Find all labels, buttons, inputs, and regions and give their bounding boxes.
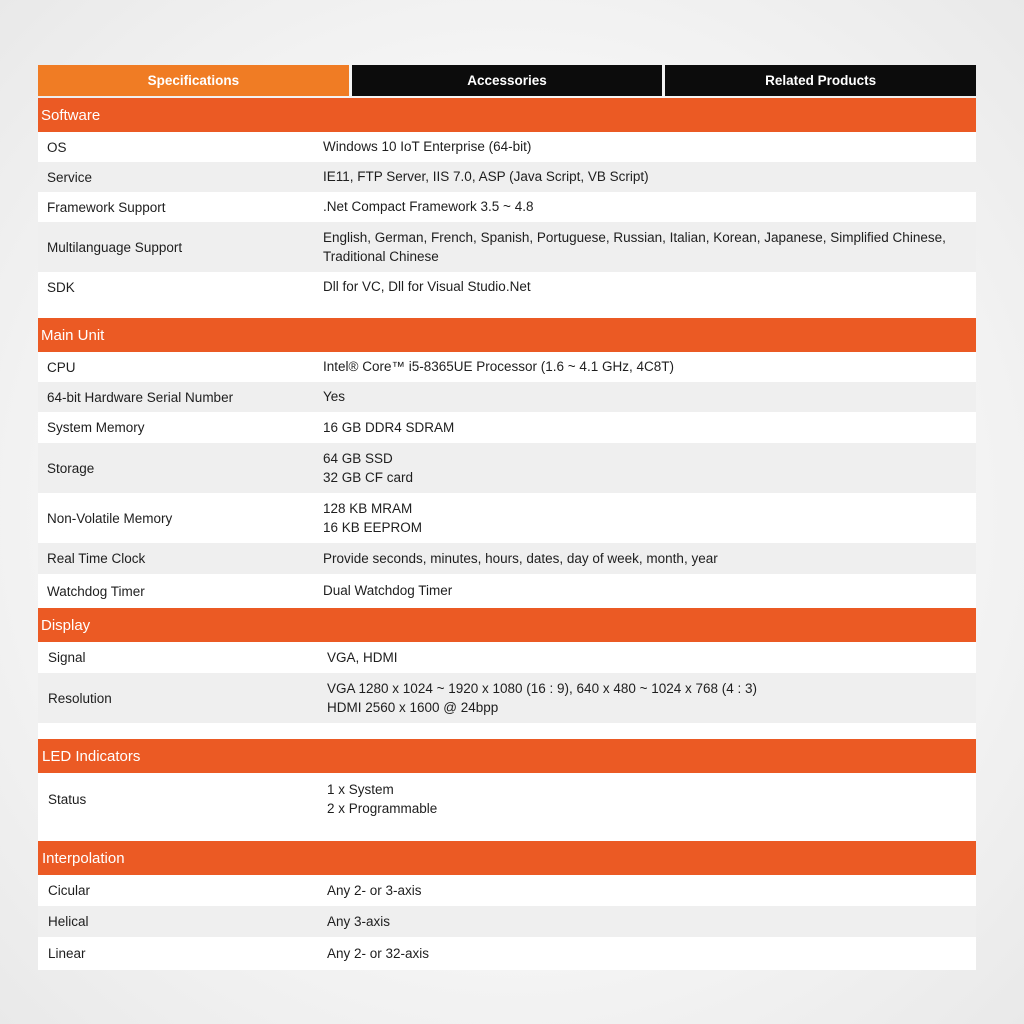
- row-value-line: English, German, French, Spanish, Portuguese, Russian, Italian, Korean, Japanese, Simplified Chinese,: [323, 229, 946, 245]
- row-value: Any 2- or 3-axis: [327, 882, 422, 898]
- row-value-line: 32 GB CF card: [323, 470, 414, 485]
- table-row: [38, 162, 976, 192]
- row-value-line: 128 KB MRAM: [323, 500, 413, 516]
- row-value: Dual Watchdog Timer: [323, 583, 453, 599]
- row-label: Cicular: [48, 883, 91, 898]
- row-value: 16 GB DDR4 SDRAM: [323, 419, 455, 435]
- row-value: IE11, FTP Server, IIS 7.0, ASP (Java Script, VB Script): [323, 169, 649, 185]
- row-label: SDK: [47, 279, 75, 295]
- tab-accessories[interactable]: Accessories: [352, 65, 663, 96]
- table-row: [38, 642, 976, 673]
- table-row: [38, 382, 976, 412]
- row-value-line: Traditional Chinese: [323, 249, 439, 264]
- row-label: Storage: [47, 460, 95, 476]
- row-label: 64-bit Hardware Serial Number: [47, 389, 234, 405]
- tab-specifications[interactable]: Specifications: [38, 65, 349, 96]
- row-value-line: 64 GB SSD: [323, 450, 393, 466]
- table-row: [38, 906, 976, 937]
- row-value-line: 1 x System: [327, 781, 394, 797]
- spacer: [38, 723, 976, 739]
- row-label: Multilanguage Support: [47, 239, 183, 255]
- table-row: [38, 493, 976, 543]
- row-value: Windows 10 IoT Enterprise (64-bit): [323, 139, 532, 155]
- row-label: Framework Support: [47, 199, 166, 215]
- row-value: .Net Compact Framework 3.5 ~ 4.8: [323, 199, 534, 215]
- spec-panel: [38, 65, 976, 970]
- table-row: [38, 773, 976, 825]
- row-value: Any 2- or 32-axis: [327, 945, 430, 961]
- row-value: [323, 449, 976, 488]
- table-row: [38, 412, 976, 443]
- tab-related-products[interactable]: Related Products: [665, 65, 976, 96]
- row-value: VGA, HDMI: [327, 649, 398, 665]
- table-row: [38, 543, 976, 574]
- row-value: Yes: [323, 389, 346, 405]
- spacer: [38, 302, 976, 318]
- tab-bar: [38, 65, 976, 96]
- table-row: [38, 222, 976, 272]
- row-label: Real Time Clock: [47, 551, 146, 566]
- row-value: Any 3-axis: [327, 913, 391, 929]
- row-label: Non-Volatile Memory: [47, 510, 173, 526]
- section-header-led-indicators: LED Indicators: [38, 739, 976, 773]
- row-value: Dll for VC, Dll for Visual Studio.Net: [323, 279, 531, 295]
- row-label: Watchdog Timer: [47, 583, 145, 599]
- row-label: CPU: [47, 359, 76, 375]
- row-value: [323, 679, 976, 718]
- table-row: [38, 352, 976, 382]
- row-label: Service: [47, 169, 93, 185]
- row-value: [323, 780, 976, 819]
- row-value-line: VGA 1280 x 1024 ~ 1920 x 1080 (16 : 9), 640 x 480 ~ 1024 x 768 (4 : 3): [327, 680, 758, 696]
- row-value: Intel® Core™ i5-8365UE Processor (1.6 ~ 4.1 GHz, 4C8T): [323, 359, 674, 375]
- section-header-main-unit: Main Unit: [38, 318, 976, 352]
- spacer: [38, 825, 976, 841]
- row-label: System Memory: [47, 420, 145, 435]
- table-row: [38, 192, 976, 222]
- row-label: Signal: [48, 650, 86, 665]
- row-value: [323, 499, 976, 538]
- section-header-software: Software: [38, 98, 976, 132]
- table-row: [38, 272, 976, 302]
- row-value-line: 2 x Programmable: [327, 801, 438, 816]
- row-label: Helical: [48, 914, 89, 929]
- table-row: [38, 574, 976, 608]
- row-value: Provide seconds, minutes, hours, dates, day of week, month, year: [323, 550, 718, 566]
- section-header-display: Display: [38, 608, 976, 642]
- table-row: [38, 443, 976, 493]
- table-row: [38, 875, 976, 906]
- section-header-interpolation: Interpolation: [38, 841, 976, 875]
- row-label: Status: [48, 791, 87, 807]
- row-value: [323, 228, 976, 267]
- row-label: Resolution: [48, 690, 112, 706]
- table-row: [38, 673, 976, 723]
- row-value-line: 16 KB EEPROM: [323, 520, 423, 535]
- row-label: Linear: [48, 946, 86, 961]
- row-value-line: HDMI 2560 x 1600 @ 24bpp: [327, 700, 499, 715]
- table-row: [38, 132, 976, 162]
- row-label: OS: [47, 139, 67, 155]
- table-row: [38, 937, 976, 970]
